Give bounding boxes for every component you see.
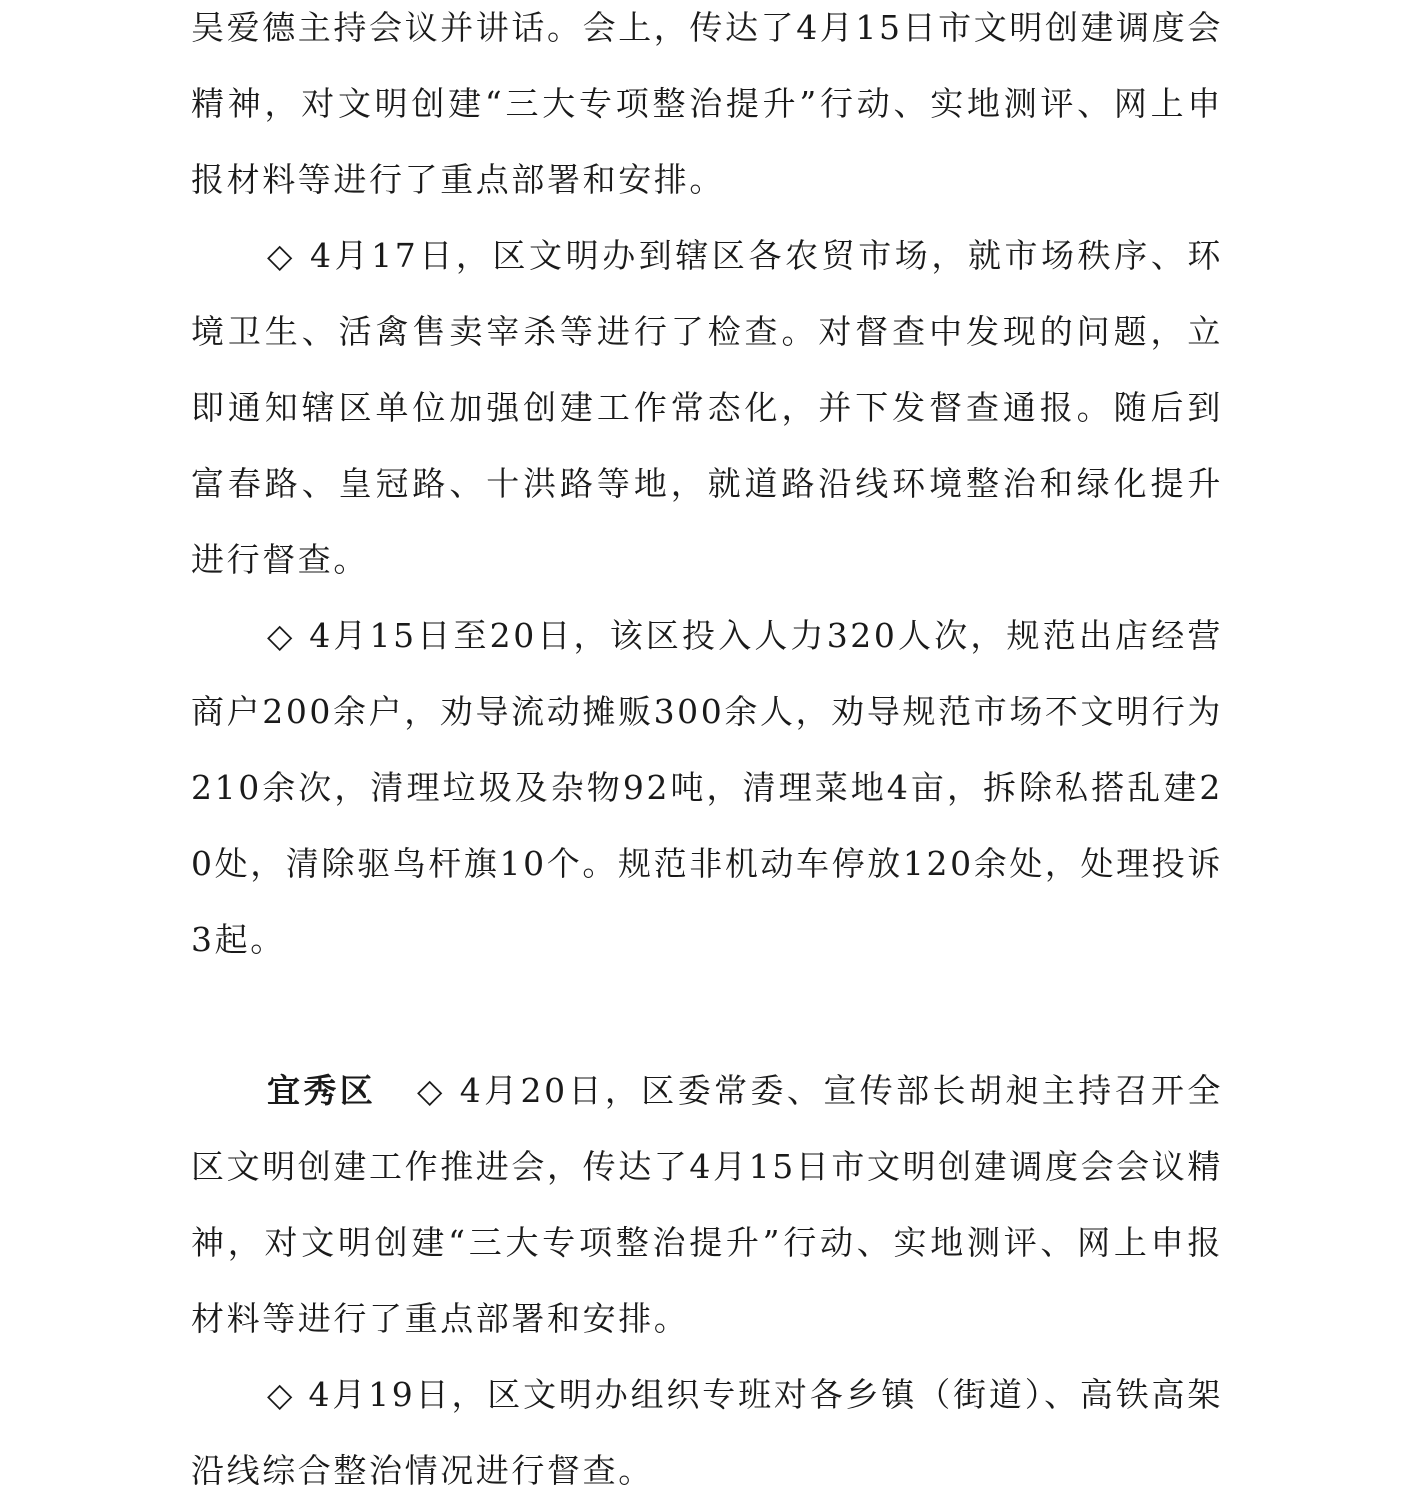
district-paragraph-text: ◇ 4月20日，区委常委、宣传部长胡昶主持召开全区文明创建工作推进会，传达了4月15日市文明创建调度会会议精神，对文明创建“三大专项整治提升”行动、实地测评、网上申报材料等进行了重点部署和安排。 <box>191 1071 1223 1338</box>
paragraph-yixiu-district <box>191 1053 1223 1357</box>
paragraph-work-statistics: ◇ 4月15日至20日，该区投入人力320人次，规范出店经营商户200余户，劝导流动摊贩300余人，劝导规范市场不文明行为210余次，清理垃圾及杂物92吨，清理菜地4亩，拆除私搭乱建20处，清除驱鸟杆旗10个。规范非机动车停放120余处，处理投诉3起。 <box>191 616 1223 959</box>
paragraph-market-inspection: ◇ 4月17日，区文明办到辖区各农贸市场，就市场秩序、环境卫生、活禽售卖宰杀等进行了检查。对督查中发现的问题，立即通知辖区单位加强创建工作常态化，并下发督查通报。随后到富春路、皇冠路、十洪路等地，就道路沿线环境整治和绿化提升进行督查。 <box>191 236 1223 579</box>
paragraph-special-team-inspection: ◇ 4月19日，区文明办组织专班对各乡镇（街道）、高铁高架沿线综合整治情况进行督查。 <box>191 1375 1223 1490</box>
district-heading: 宜秀区 <box>267 1071 377 1110</box>
paragraph-meeting-summary: 吴爱德主持会议并讲话。会上，传达了4月15日市文明创建调度会精神，对文明创建“三大专项整治提升”行动、实地测评、网上申报材料等进行了重点部署和安排。 <box>191 8 1223 199</box>
